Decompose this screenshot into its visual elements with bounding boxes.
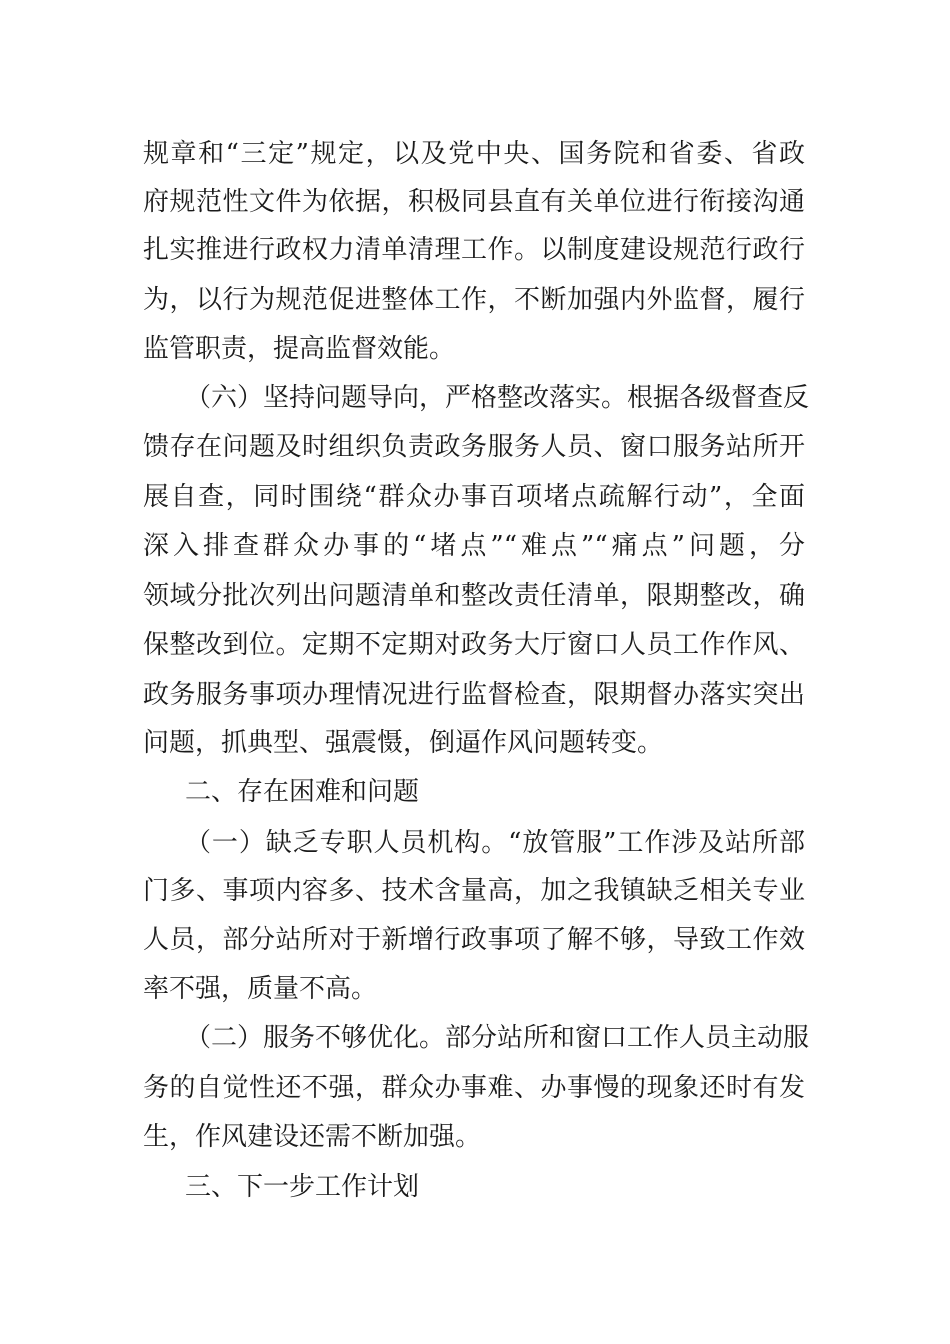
text-line: 门多、事项内容多、技术含量高，加之我镇缺乏相关专业	[143, 876, 805, 906]
paragraph-first-line: （一）缺乏专职人员机构。“放管服”工作涉及站所部	[185, 828, 805, 858]
text-line: 监管职责，提高监督效能。	[143, 334, 456, 364]
text-line: 政务服务事项办理情况进行监督检查，限期督办落实突出	[143, 680, 805, 710]
text-line: 生，作风建设还需不断加强。	[143, 1122, 482, 1152]
text-line: 规章和“三定”规定，以及党中央、国务院和省委、省政	[143, 139, 805, 169]
text-line: 率不强，质量不高。	[143, 974, 378, 1004]
text-line: 务的自觉性还不强，群众办事难、办事慢的现象还时有发	[143, 1073, 805, 1103]
text-line: 领域分批次列出问题清单和整改责任清单，限期整改，确	[143, 581, 805, 611]
text-line: 展自查，同时围绕“群众办事百项堵点疏解行动”，全面	[143, 482, 805, 512]
text-line: 保整改到位。定期不定期对政务大厅窗口人员工作作风、	[143, 630, 805, 660]
text-line: 人员，部分站所对于新增行政事项了解不够，导致工作效	[143, 925, 805, 955]
text-line: 馈存在问题及时组织负责政务服务人员、窗口服务站所开	[143, 432, 805, 462]
text-line: 问题，抓典型、强震慑，倒逼作风问题转变。	[143, 728, 664, 758]
text-line: 府规范性文件为依据，积极同县直有关单位进行衔接沟通	[143, 187, 805, 217]
text-line: 为，以行为规范促进整体工作，不断加强内外监督，履行	[143, 285, 805, 315]
text-line: 深入排查群众办事的“堵点”“难点”“痛点”问题，分	[143, 531, 805, 561]
section-heading: 二、存在困难和问题	[185, 777, 420, 807]
text-line: 扎实推进行政权力清单清理工作。以制度建设规范行政行	[143, 235, 805, 265]
paragraph-first-line: （二）服务不够优化。部分站所和窗口工作人员主动服	[185, 1023, 810, 1053]
paragraph-first-line: （六）坚持问题导向，严格整改落实。根据各级督查反	[185, 383, 810, 413]
section-heading: 三、下一步工作计划	[185, 1172, 420, 1202]
